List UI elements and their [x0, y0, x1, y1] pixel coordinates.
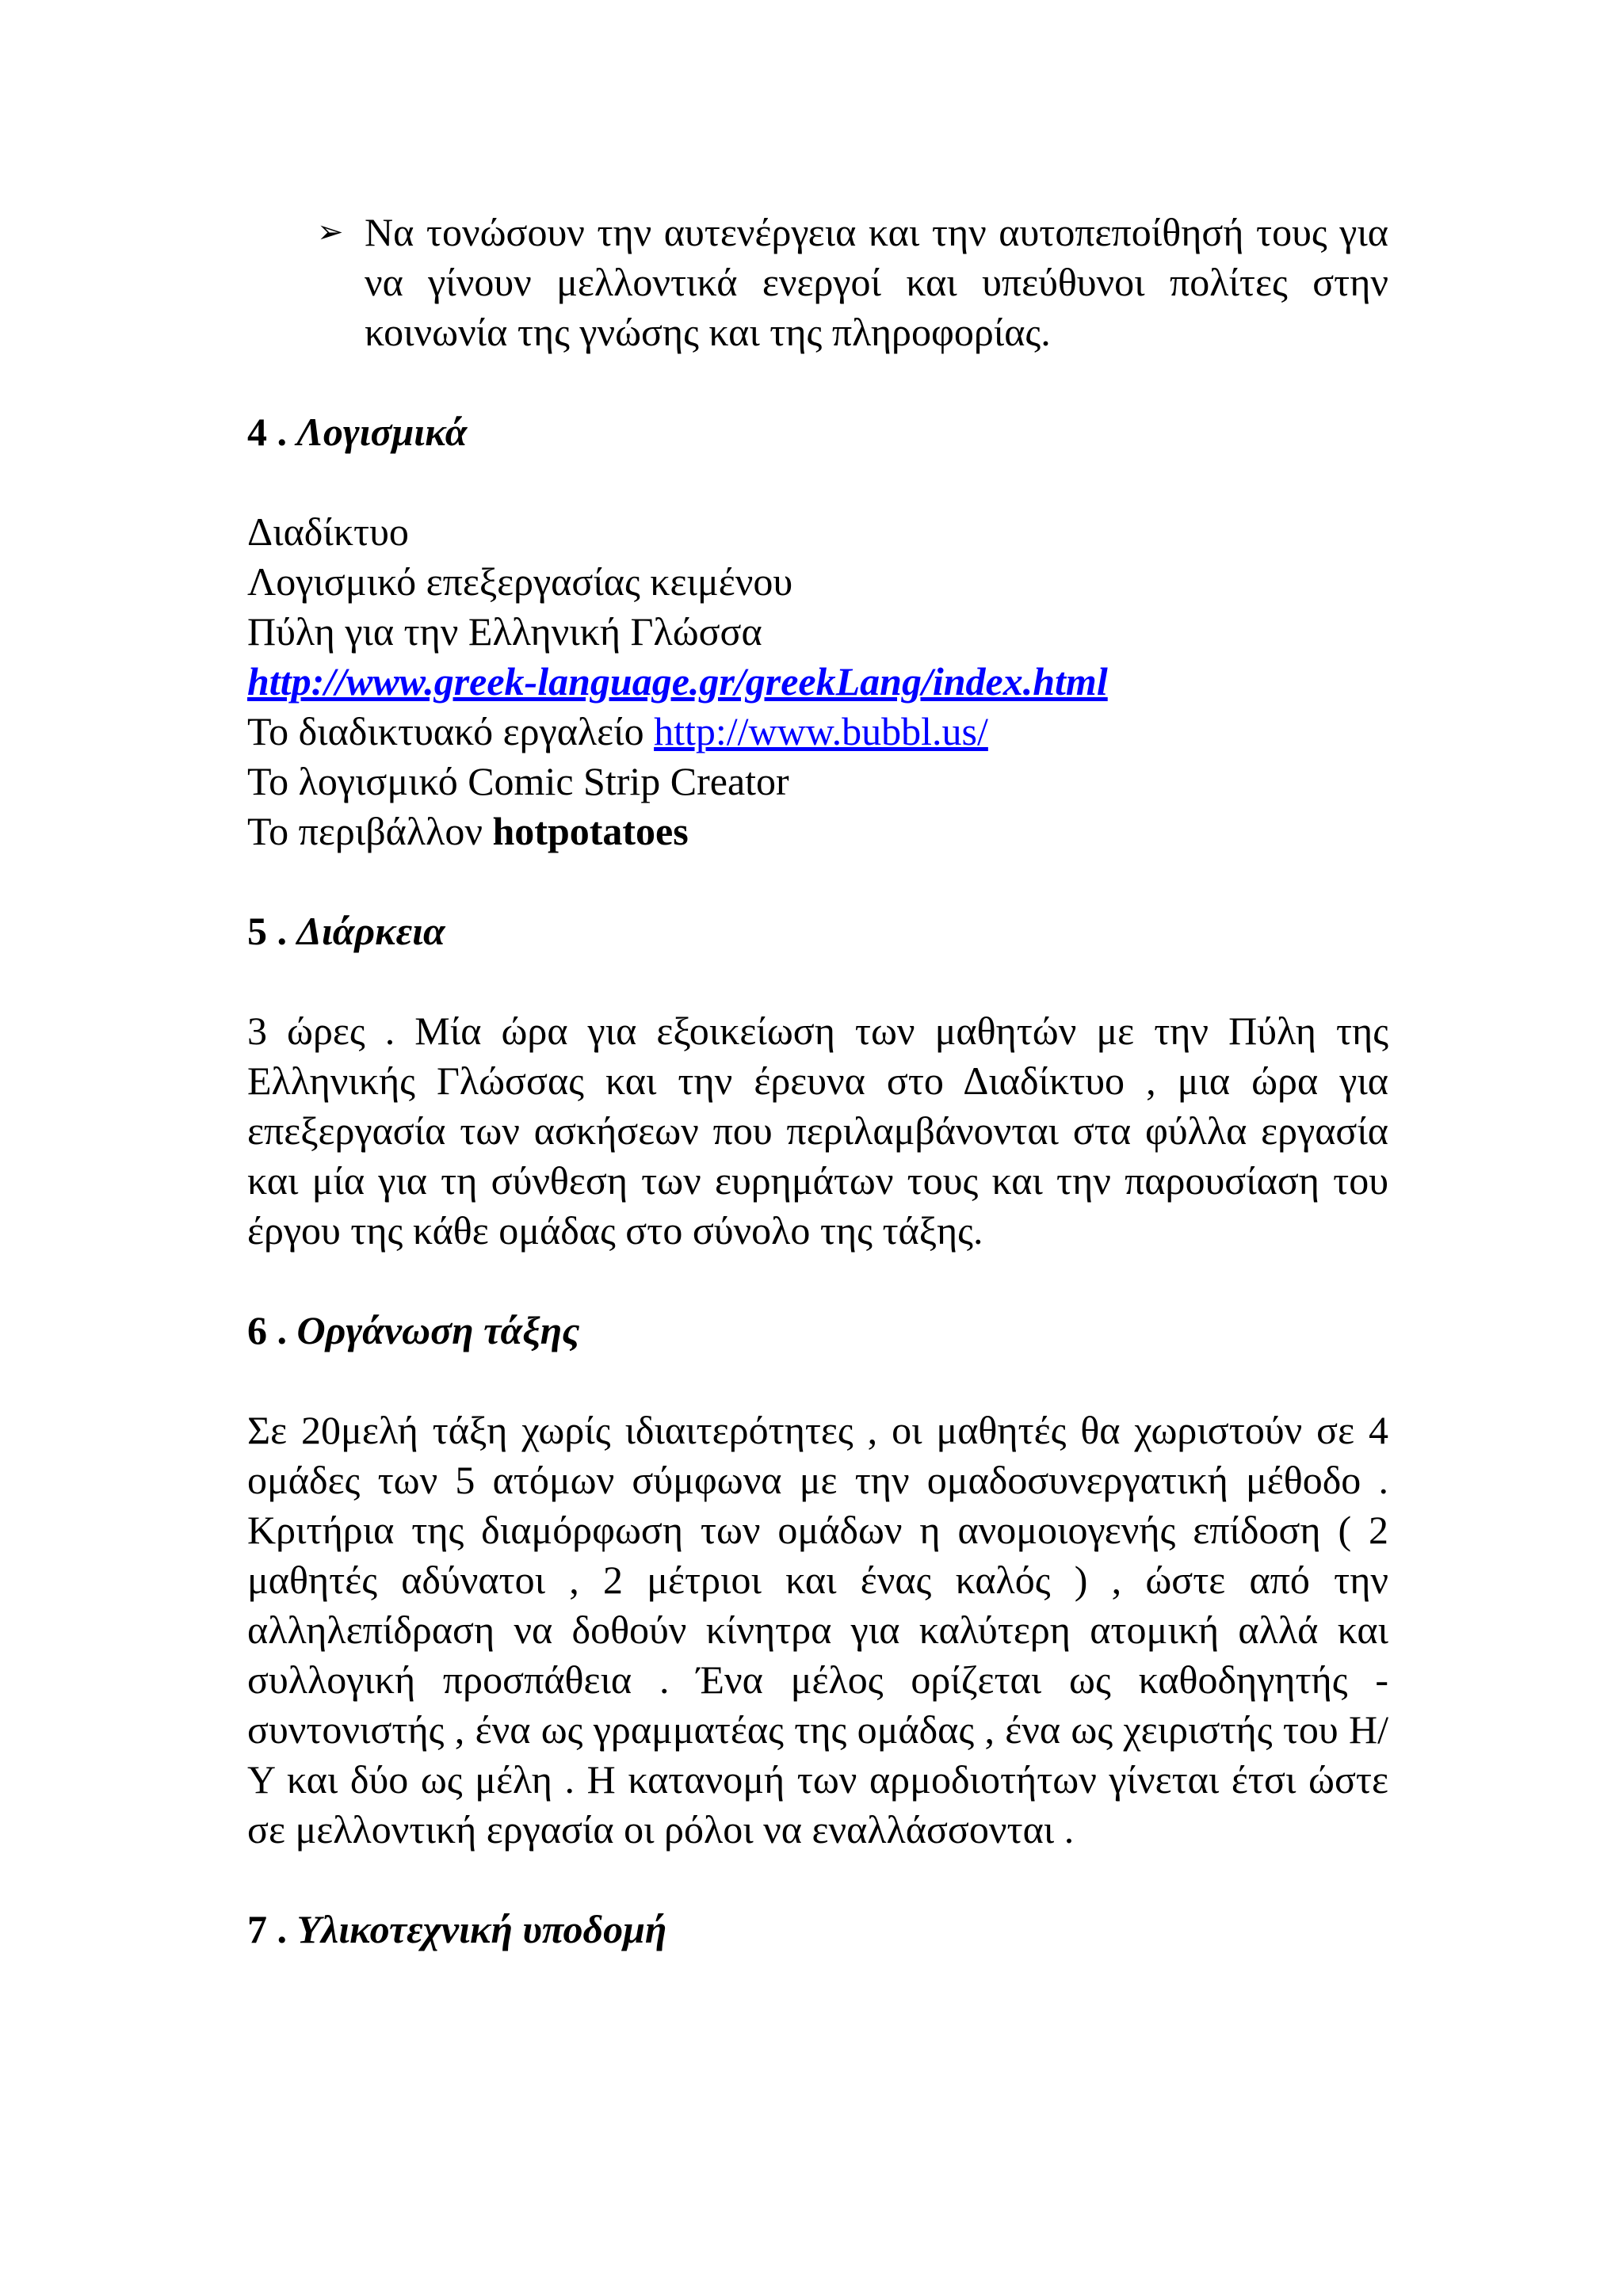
bullet-text: Να τονώσουν την αυτενέργεια και την αυτοπεποίθησή τους για να γίνουν μελλοντικά ενεργοί και υπεύθυνοι πολίτες στην κοινωνία της γνώσης και της πληροφορίας.: [365, 210, 1388, 354]
software-item-greek-portal-link-line: [247, 657, 1388, 707]
class-organization-paragraph: Σε 20μελή τάξη χωρίς ιδιαιτερότητες , οι μαθητές θα χωριστούν σε 4 ομάδες των 5 ατόμων σύμφωνα με την ομαδοσυνεργατική μέθοδο . Κριτήρια της διαμόρφωση των ομάδων η ανομοιογενής επίδοση ( 2 μαθητές αδύνατοι , 2 μέτριοι και ένας καλός ) , ώστε από την αλληλεπίδραση να δοθούν κίνητρα για καλύτερη ατομική αλλά και συλλογική προσπάθεια . Ένα μέλος ορίζεται ως καθοδηγητής - συντονιστής , ένα ως γραμματέας της ομάδας , ένα ως χειριστής του Η/Υ και δύο ως μέλη . Η κατανομή των αρμοδιοτήτων γίνεται έτσι ώστε σε μελλοντική εργασία οι ρόλοι να εναλλάσσονται .: [247, 1408, 1388, 1852]
duration-paragraph: 3 ώρες . Μία ώρα για εξοικείωση των μαθητών με την Πύλη της Ελληνικής Γλώσσας και την έρευνα στο Διαδίκτυο , μια ώρα για επεξεργασία των ασκήσεων που περιλαμβάνονται στα φύλλα εργασία και μία για τη σύνθεση των ευρημάτων τους και την παρουσίαση του έργου της κάθε ομάδας στο σύνολο της τάξης.: [247, 1009, 1388, 1253]
hotpotatoes-prefix: Το περιβάλλον: [247, 809, 493, 853]
section-5-title: Διάρκεια: [296, 909, 445, 953]
software-item-internet: Διαδίκτυο: [247, 509, 409, 554]
section-4-heading: [247, 407, 1388, 457]
software-item-word-processor: Λογισμικό επεξεργασίας κειμένου: [247, 559, 793, 604]
bubbl-prefix: Το διαδικτυακό εργαλείο: [247, 709, 655, 753]
software-item-comic-strip: Το λογισμικό Comic Strip Creator: [247, 759, 789, 803]
section-7-number: 7 .: [247, 1907, 287, 1951]
greek-language-link[interactable]: http://www.greek-language.gr/greekLang/index.html: [247, 659, 1108, 704]
section-6-title: Οργάνωση τάξης: [296, 1308, 580, 1352]
bubbl-link[interactable]: http://www.bubbl.us/: [654, 709, 988, 753]
section-5-number: 5 .: [247, 909, 287, 953]
software-item-hotpotatoes: [247, 807, 1388, 856]
bullet-item: [247, 208, 1388, 357]
software-item-bubbl: [247, 707, 1388, 757]
section-6-heading: [247, 1306, 1388, 1356]
section-4-title: Λογισμικά: [296, 410, 468, 454]
section-6-number: 6 .: [247, 1308, 287, 1352]
arrow-bullet-icon: ➢: [317, 214, 344, 250]
section-7-title: Υλικοτεχνική υποδομή: [296, 1907, 667, 1951]
section-4-number: 4 .: [247, 410, 287, 454]
document-page: [247, 208, 1388, 1955]
section-5-heading: [247, 906, 1388, 956]
hotpotatoes-name: hotpotatoes: [492, 809, 689, 853]
software-list: [247, 507, 1388, 856]
software-item-greek-portal: Πύλη για την Ελληνική Γλώσσα: [247, 609, 762, 654]
section-7-heading: [247, 1905, 1388, 1955]
